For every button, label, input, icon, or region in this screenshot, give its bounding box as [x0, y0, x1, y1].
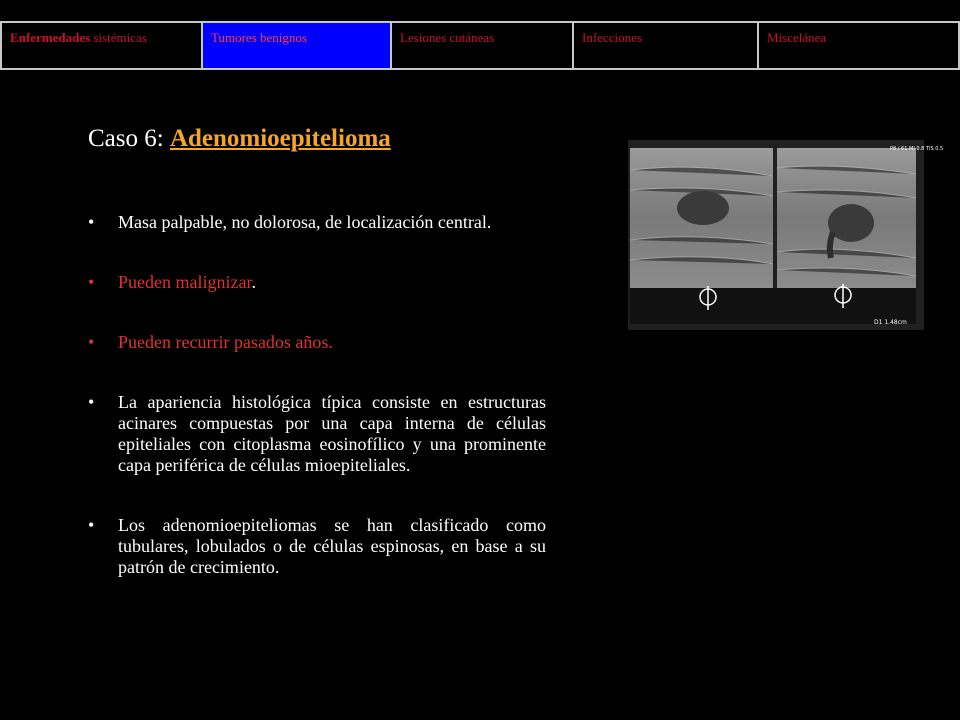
nodule-right [828, 204, 874, 242]
bullet-marker: • [88, 392, 95, 412]
bullet-text: La apariencia histológica típica consiste en estructuras acinares compuestas por una capa interna de células epiteliales con citoplasma eosinofílico y una prominente capa periférica de células mioepiteliales. [118, 392, 546, 475]
ultrasound-drawing [628, 140, 944, 330]
bullet-marker: • [88, 212, 95, 232]
bullet-text: Masa palpable, no dolorosa, de localización central. [118, 212, 492, 232]
title-prefix: Caso 6 [88, 125, 157, 152]
measurement-label: D1 1.48cm [874, 319, 907, 326]
title-link[interactable]: Adenomioepitelioma [169, 125, 391, 152]
tab-label: Tumores benignos [211, 30, 307, 45]
bullet-item [88, 332, 546, 353]
ultrasound-image [628, 140, 944, 330]
tab-infecciones[interactable] [574, 23, 759, 68]
bullet-suffix: . [251, 272, 256, 292]
tab-label: sistémicas [90, 30, 147, 45]
tab-tumores-benignos[interactable] [203, 23, 392, 68]
slide-title [88, 125, 391, 153]
tab-lesiones-cutaneas[interactable] [392, 23, 574, 68]
title-colon: : [156, 125, 170, 152]
bullet-text: Pueden malignizar [118, 272, 252, 292]
bullet-text: Los adenomioepiteliomas se han clasificado como tubulares, lobulados o de células espinosas, en base a su patrón de crecimiento. [118, 515, 546, 577]
tab-enfermedades-sistemicas[interactable] [2, 23, 203, 68]
tab-label: Miscelánea [767, 30, 827, 45]
ultrasound-header: P8 / 61 MI 0.8 TIS 0.5 [890, 146, 944, 152]
tab-label-bold: Enfermedades [10, 30, 91, 45]
tab-label: Infecciones [582, 30, 642, 45]
bullet-item [88, 272, 546, 293]
bullet-marker: • [88, 332, 95, 352]
top-navigation [0, 21, 960, 70]
bullet-item [88, 392, 546, 476]
tab-miscelanea[interactable] [759, 23, 958, 68]
nodule-left [677, 191, 729, 225]
bullet-text: Pueden recurrir pasados años. [118, 332, 333, 352]
bullet-item [88, 515, 546, 578]
tab-label: Lesiones cutáneas [400, 30, 495, 45]
bullet-item [88, 212, 546, 233]
bullet-marker: • [88, 272, 95, 292]
bullet-marker: • [88, 515, 95, 535]
bullet-list [88, 212, 546, 578]
